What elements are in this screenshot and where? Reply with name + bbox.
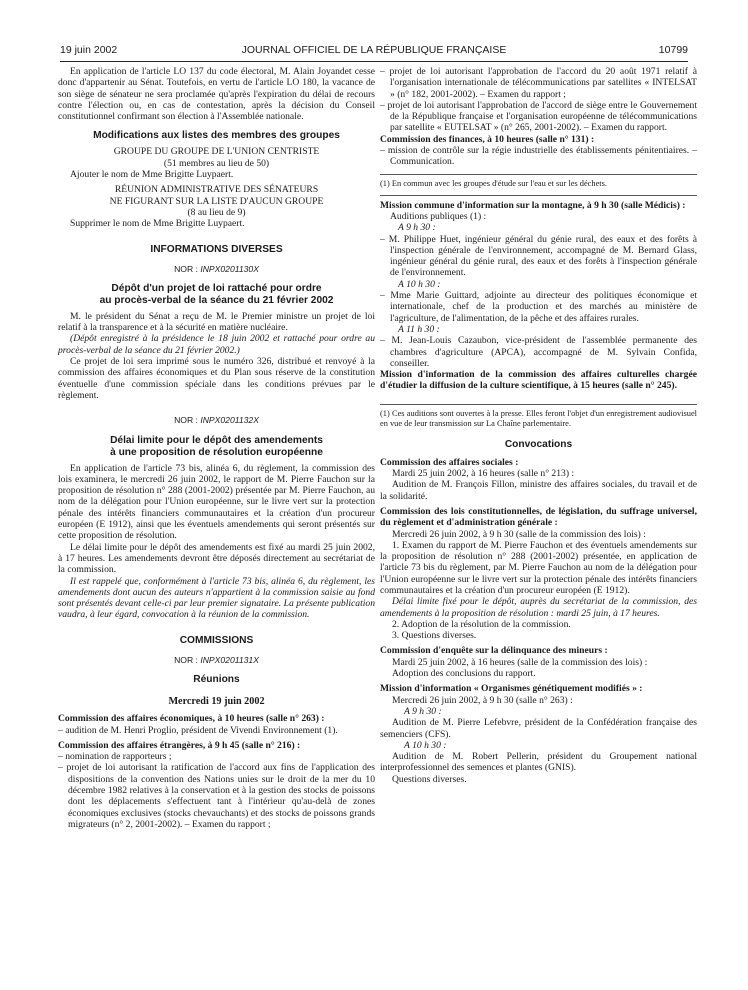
ogm-pellerin: Audition de M. Robert Pellerin, président du Groupement national interprofessionnel des semences et plantes (GNIS). [380,751,697,774]
commission-etr-item1: – nomination de rapporteurs ; [58,751,172,763]
mercredi-heading: Mercredi 19 juin 2002 [168,695,265,707]
footnote-1: (1) En commun avec les groupes d'étude sur l'eau et sur les déchets. [380,178,607,188]
enquete-title: Commission d'enquête sur la délinquance des mineurs : [380,645,608,657]
group2-title-line1: RÉUNION ADMINISTRATIVE DES SÉNATEURS [114,184,319,196]
commission-eco-item: – audition de M. Henri Proglio, président de Vivendi Environnement (1). [58,724,338,736]
mission-montagne-line: Mission commune d'information sur la montagne, à 9 h 30 (salle Médicis) : [380,199,686,211]
footnote-rule-1 [380,174,697,175]
group2-count: (8 au lieu de 9) [187,206,246,218]
auditions-line: Auditions publiques (1) : [390,210,487,222]
group1-title: GROUPE DU GROUPE DE L'UNION CENTRISTE [113,146,320,158]
ogm-title: Mission d'information « Organismes génétiquement modifiés » : [380,683,643,695]
delai-paragraph-3: Il est rappelé que, conformément à l'article 73 bis, alinéa 6, du règlement, les amendements dont aucun des auteurs n'appartient à la commission saisie au fond sont présentés devant celle-ci par leur premier signataire. La présente publication vaudra, à leur égard, convocation à la réunion de la commission. [58,575,375,621]
lois-note: Délai limite fixé pour le dépôt, auprès du secrétariat de la commission, des amendements à la proposition de résolution : mardi 25 juin, à 17 heures. [380,596,697,619]
enquete-date: Mardi 25 juin 2002, à 16 heures (salle de la commission des lois) : [392,656,648,668]
commission-finances-line: Commission des finances, à 10 heures (salle n° 131) : [380,133,595,145]
lois-date: Mercredi 26 juin 2002, à 9 h 30 (salle de la commission des lois) : [392,528,646,540]
depot-heading-line1: Dépôt d'un projet de loi rattaché pour ordre [111,282,322,294]
sociales-text: Audition de M. François Fillon, ministre des affaires sociales, du travail et de la solidarité. [380,479,697,502]
footnote-rule-2 [380,404,697,405]
depot-heading-line2: au procès-verbal de la séance du 21 février 2002 [99,294,334,306]
footnote-2: (1) Ces auditions sont ouvertes à la presse. Elles feront l'objet d'un enregistrement audiovisuel en vue de leur transmission sur La Chaîne parlementaire. [380,408,697,428]
group2-text: Supprimer le nom de Mme Brigitte Luypaert. [70,218,245,230]
lois-item-3: 3. Questions diverses. [392,630,477,642]
sociales-title: Commission des affaires sociales : [380,456,519,468]
header-journal-title: JOURNAL OFFICIEL DE LA RÉPUBLIQUE FRANÇAISE [241,44,507,56]
commission-eco-line: Commission des affaires économiques, à 10 heures (salle n° 263) : [58,713,325,725]
intro-paragraph: En application de l'article LO 137 du code électoral, M. Alain Joyandet cesse donc d'appartenir au Sénat. Toutefois, en vertu de l'article LO 180, la vacance de son siège de sénateur ne sera proclamée qu'après l'expiration du délai de recours contre l'élection ou, en cas de contestation, après la décision du Conseil constitutionnel confirmant son élection à l'Assemblée nationale. [58,66,375,123]
mission-culture-line: Mission d'information de la commission des affaires culturelles chargée d'étudier la diffusion de la culture scientifique, à 15 heures (salle n° 245). [380,369,697,392]
left-column [58,66,375,830]
reunions-heading: Réunions [193,673,240,685]
delai-paragraph-1: En application de l'article 73 bis, alinéa 6, du règlement, la commission des lois examinera, le mercredi 26 juin 2002, le rapport de M. Pierre Fauchon sur la proposition de résolution n° 288 (2001-2002) présentée par M. Pierre Fauchon, au nom de la délégation pour l'Union européenne, sur le livre vert sur la protection pénale des intérêts financiers communautaires et la création d'un procureur européen (E 1912), ainsi que les éventuels amendements qui seront présentés sur cette proposition de résolution. [58,462,375,542]
right-column [380,66,697,785]
time-0930: A 9 h 30 : [398,222,436,234]
commission-finances-item: – mission de contrôle sur la régie industrielle des établissements pénitentiaires. – Communication. [380,145,697,168]
delai-heading-line2: à une proposition de résolution européenne [110,446,323,458]
ogm-lefebvre: Audition de M. Pierre Lefebvre, président de la Confédération française des semenciers (CFS). [380,717,697,740]
commission-etr-item2: – projet de loi autorisant la ratification de l'accord aux fins de l'application des dispositions de la convention des Nations unies sur le droit de la mer du 10 décembre 1982 relatives à la conservation et à la gestion des stocks de poissons dont les déplacements s'effectuent tant à l'intérieur qu'au-delà de zones économiques exclusives (stocks chevauchants) et des stocks de poissons grands migrateurs (n° 2, 2001-2002). – Examen du rapport ; [58,762,375,830]
page-header [60,44,688,60]
nor-reference-1: NOR : INPX0201130X [174,263,259,274]
modifications-heading: Modifications aux listes des membres des groupes [93,130,340,142]
delai-heading-line1: Délai limite pour le dépôt des amendements [110,434,323,446]
audition-cazaubon: – M. Jean-Louis Cazaubon, vice-président de l'assemblée permanente des chambres d'agriculture (APCA), accompagné de M. Sylvain Confida, conseiller. [380,335,697,369]
header-page-number: 10799 [658,44,688,56]
group2-title-line2: NE FIGURANT SUR LA LISTE D'AUCUN GROUPE [109,195,324,207]
ogm-time-1030: A 10 h 30 : [404,739,447,751]
depot-paragraph-1: M. le président du Sénat a reçu de M. le Premier ministre un projet de loi relatif à la transparence et à la sécurité en matière nucléaire. [58,310,375,334]
commissions-heading: COMMISSIONS [179,634,254,646]
lois-title: Commission des lois constitutionnelles, de législation, du suffrage universel, du règlement et d'administration générale : [380,505,697,529]
lois-item-1: 1. Examen du rapport de M. Pierre Fauchon et des éventuels amendements sur la proposition de résolution n° 288 (2001-2002) présentée, en application de l'article 73 bis du règlement, par M. Pierre Fauchon au nom de la délégation pour l'Union européenne sur le livre vert sur la protection pénale des intérêts financiers communautaires et la création d'un procureur européen (E 1912). [380,539,697,596]
convocations-heading: Convocations [504,438,573,450]
depot-paragraph-3: Ce projet de loi sera imprimé sous le numéro 326, distribué et renvoyé à la commission des affaires économiques et du Plan sous réserve de la constitution éventuelle d'une commission spéciale dans les conditions prévues par le règlement. [58,356,375,401]
intelsat-item: – projet de loi autorisant l'approbation de l'accord du 20 août 1971 relatif à l'organisation internationale de télécommunications par satellites « INTELSAT » (n° 182, 2001-2002). – Examen du rapport ; [380,66,697,100]
nor-reference-3: NOR : INPX0201131X [174,654,259,665]
sociales-date: Mardi 25 juin 2002, à 16 heures (salle n° 213) : [392,468,575,480]
time-1130: A 11 h 30 : [398,323,440,335]
lois-item-2: 2. Adoption de la résolution de la commission. [392,618,571,630]
ogm-questions: Questions diverses. [392,773,467,785]
header-rule [60,61,688,62]
footnote-rule-1b [380,195,697,196]
ogm-date: Mercredi 26 juin 2002, à 9 h 30 (salle n° 263) : [392,694,573,706]
enquete-text: Adoption des conclusions du rapport. [392,668,536,680]
depot-paragraph-2: (Dépôt enregistré à la présidence le 18 juin 2002 et rattaché pour ordre au procès-verbal de la séance du 21 février 2002.) [58,333,375,356]
audition-huet: – M. Philippe Huet, ingénieur général du génie rural, des eaux et des forêts à l'inspection générale de l'environnement, accompagné de M. Bernard Glass, ingénieur général du génie rural, des eaux et des forêts à l'inspection générale de l'environnement. [380,233,697,279]
header-date: 19 juin 2002 [60,44,118,56]
group1-count: (51 membres au lieu de 50) [163,157,270,169]
commission-etr-line: Commission des affaires étrangères, à 9 h 45 (salle n° 216) : [58,739,301,751]
eutelsat-item: – projet de loi autorisant l'approbation de l'accord de siège entre le Gouvernement de la République française et l'organisation européenne de télécommunications par satellite « EUTELSAT » (n° 265, 2001-2002). – Examen du rapport. [380,99,697,134]
ogm-time-0930: A 9 h 30 : [404,705,442,717]
nor-reference-2: NOR : INPX0201132X [174,415,259,426]
delai-paragraph-2: Le délai limite pour le dépôt des amendements est fixé au mardi 25 juin 2002, à 17 heures. Les amendements devront être déposés directement au secrétariat de la commission. [58,541,375,576]
informations-heading: INFORMATIONS DIVERSES [150,243,283,255]
time-1030: A 10 h 30 : [398,278,441,290]
group1-text: Ajouter le nom de Mme Brigitte Luypaert. [70,169,234,181]
audition-guittard: – Mme Marie Guittard, adjointe au directeur des politiques économique et internationale, chef de la production et des marchés au ministère de l'agriculture, de l'alimentation, de la pêche et des affaires rurales. [380,290,697,324]
